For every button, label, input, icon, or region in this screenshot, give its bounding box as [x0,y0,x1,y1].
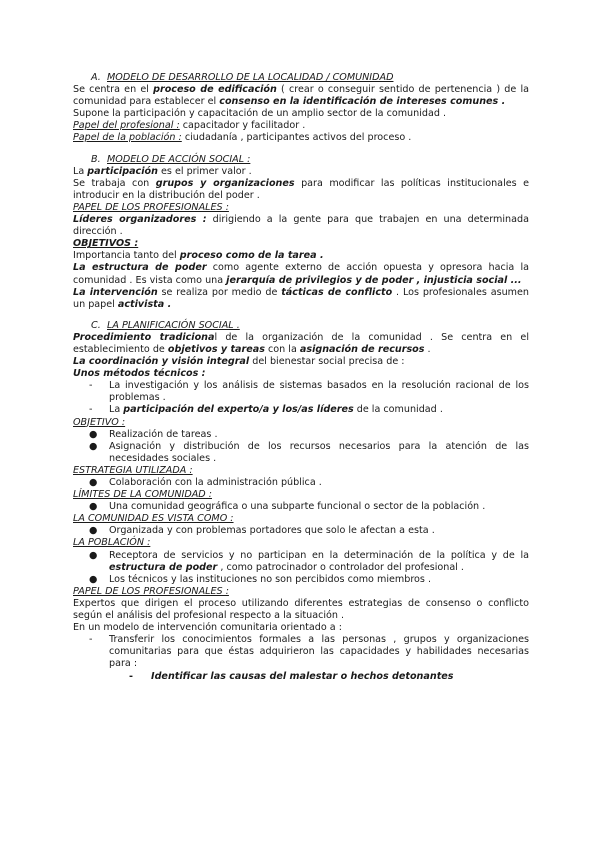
list-item: - Transferir los conocimientos formales a las personas , grupos y organizaciones comunitarias para que éstas adquirieron las capacidades y habilidades necesarias para : [89,634,529,670]
list-item: - La investigación y los análisis de sistemas basados en la resolución racional de los problemas . [89,380,529,404]
section-c-paragraph-3: Expertos que dirigen el proceso utilizando diferentes estrategias de consenso o conflicto según el análisis del profesional respecto a la situación . [73,597,529,622]
section-b-title: MODELO DE ACCIÓN SOCIAL : [107,153,251,165]
section-b-objetivos-heading: OBJETIVOS : [73,238,139,250]
limites-heading: LÍMITES DE LA COMUNIDAD : [73,489,212,501]
list-item: ● Colaboración con la administración pública . [89,477,322,488]
list-item: ● Receptora de servicios y no participan en la determinación de la política y de la estructura de poder , como patrocinador o controlador del profesional . [89,549,529,573]
section-b-paragraph-1: La participación es el primer valor . [73,165,252,177]
section-c-title: LA PLANIFICACIÓN SOCIAL . [107,319,240,331]
list-item: ● Asignación y distribución de los recursos necesarios para la atención de las necesidades sociales . [89,440,529,464]
list-item: - La participación del experto/a y los/as líderes de la comunidad . [89,404,443,416]
section-a-heading: A. MODELO DE DESARROLLO DE LA LOCALIDAD / COMUNIDAD [91,72,394,83]
section-b-paragraph-6: La intervención se realiza por medio de tácticas de conflicto . Los profesionales asumen un papel activista . [73,286,530,310]
section-c-paragraph-1: Procedimiento tradicional de la organización de la comunidad . Se centra en el establecimiento de objetivos y tareas con la asignación de recursos . [73,331,529,355]
section-b-papel-heading: PAPEL DE LOS PROFESIONALES : [73,201,229,213]
list-item: ● Una comunidad geográfica o una subparte funcional o sector de la población . [89,501,486,513]
section-c-heading: C. LA PLANIFICACIÓN SOCIAL . [91,319,240,331]
section-b-paragraph-5: La estructura de poder como agente externo de acción opuesta y opresora hacia la comunidad . Es vista como una jerarquía de privilegios y de poder , injusticia social ... [73,262,529,286]
section-b-paragraph-4: Importancia tanto del proceso como de la tarea . [73,250,324,262]
section-b-heading: B. MODELO DE ACCIÓN SOCIAL : [91,153,251,165]
section-a-paragraph-1: Se centra en el proceso de edificación ( crear o conseguir sentido de pertenencia ) de la comunidad para establecer el consenso en la identificación de intereses comunes . [73,84,529,108]
list-item: ● Organizada y con problemas portadores que solo le afectan a esta . [89,525,435,537]
document-page [73,72,529,683]
section-a-title: MODELO DE DESARROLLO DE LA LOCALIDAD / COMUNIDAD [107,72,394,83]
section-b-paragraph-3: Líderes organizadores : dirigiendo a la gente para que trabajen en una determinada dirección . [73,214,529,238]
section-c-paragraph-2: La coordinación y visión integral del bienestar social precisa de : [73,356,405,368]
objetivo-heading: OBJETIVO : [73,416,126,428]
section-a-paragraph-2: Supone la participación y capacitación de un amplio sector de la comunidad . [73,108,447,120]
section-b-paragraph-2: Se trabaja con grupos y organizaciones para modificar las políticas institucionales e introducir en la distribución del poder . [73,177,530,201]
papel-profesional-line: Papel del profesional : capacitador y facilitador . [73,120,306,132]
sub-list-item: - Identificar las causas del malestar o hechos detonantes [129,670,454,682]
vista-heading: LA COMUNIDAD ES VISTA COMO : [73,513,234,525]
poblacion-heading: LA POBLACIÓN : [73,537,151,549]
section-c-papel-heading: PAPEL DE LOS PROFESIONALES : [73,585,229,597]
list-item: ● Realización de tareas . [89,428,218,440]
section-c-paragraph-4: En un modelo de intervención comunitaria orientado a : [73,622,342,634]
estrategia-heading: ESTRATEGIA UTILIZADA : [73,464,193,476]
papel-poblacion-line: Papel de la población : ciudadanía , participantes activos del proceso . [73,132,412,144]
list-item: ● Los técnicos y las instituciones no son percibidos como miembros . [89,573,432,585]
metodos-heading: Unos métodos técnicos : [73,368,206,380]
